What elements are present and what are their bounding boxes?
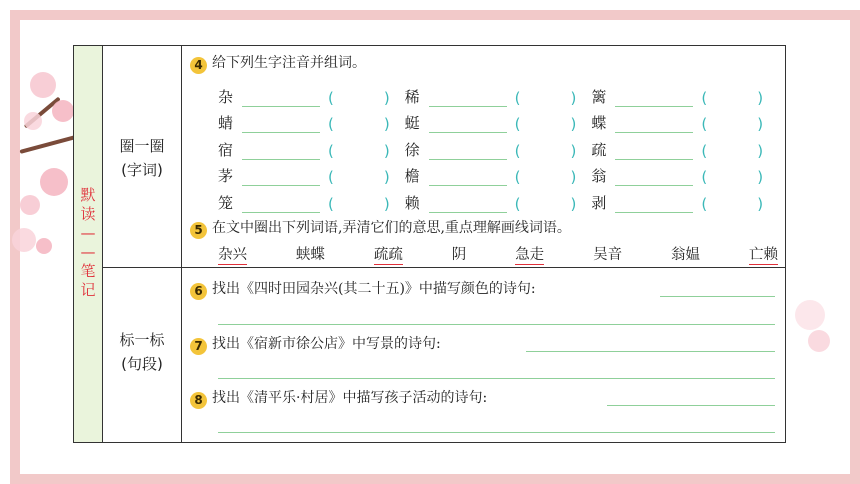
character-cell xyxy=(218,186,405,213)
pinyin-blank[interactable]: ( ) xyxy=(701,141,764,160)
character: 宿 xyxy=(218,140,234,159)
character-cell xyxy=(218,107,405,134)
word-blank[interactable] xyxy=(242,168,320,186)
question-5 xyxy=(190,217,571,239)
question-6-text: 找出《四时田园杂兴(其二十五)》中描写颜色的诗句: xyxy=(212,281,536,297)
word: 阴 xyxy=(451,247,467,263)
answer-line[interactable] xyxy=(607,405,775,406)
underlined-word: 急走 xyxy=(515,243,544,265)
question-number-badge: 8 xyxy=(190,392,207,409)
character-cell xyxy=(405,160,592,187)
answer-line[interactable] xyxy=(660,296,775,297)
question-4-text: 给下列生字注音并组词。 xyxy=(212,55,366,71)
word-blank[interactable] xyxy=(615,115,693,133)
character: 笼 xyxy=(218,193,234,212)
question-number-badge: 7 xyxy=(190,338,207,355)
question-number-badge: 6 xyxy=(190,283,207,300)
answer-line[interactable] xyxy=(218,432,775,433)
character-cell xyxy=(591,133,778,160)
question-6 xyxy=(190,278,536,300)
character: 杂 xyxy=(218,87,234,106)
character: 剥 xyxy=(591,193,607,212)
word-blank[interactable] xyxy=(429,195,507,213)
character-cell xyxy=(591,107,778,134)
character: 蜻 xyxy=(218,114,234,132)
answer-line[interactable] xyxy=(218,378,775,379)
character-cell xyxy=(591,186,778,213)
character: 蜓 xyxy=(404,114,420,132)
word-blank[interactable] xyxy=(615,168,693,186)
character-row xyxy=(218,133,778,160)
word-blank[interactable] xyxy=(242,115,320,133)
character-grid xyxy=(218,80,778,213)
pinyin-blank[interactable]: ( ) xyxy=(514,194,577,213)
word: 蛱蝶 xyxy=(295,247,325,263)
pinyin-blank[interactable]: ( ) xyxy=(328,88,390,107)
word-blank[interactable] xyxy=(615,142,693,160)
character-row xyxy=(218,186,778,213)
question-8-text: 找出《清平乐·村居》中描写孩子活动的诗句: xyxy=(212,390,488,406)
answer-line[interactable] xyxy=(218,324,775,325)
character-row xyxy=(218,107,778,134)
character-cell xyxy=(591,80,778,107)
underlined-word: 杂兴 xyxy=(218,243,247,265)
character: 疏 xyxy=(591,140,607,159)
character: 茅 xyxy=(218,167,234,185)
character-cell xyxy=(591,160,778,187)
question-8 xyxy=(190,387,487,409)
character-cell xyxy=(405,186,592,213)
character-row xyxy=(218,80,778,107)
character-row xyxy=(218,160,778,187)
pinyin-blank[interactable]: ( ) xyxy=(328,115,390,133)
character: 篱 xyxy=(591,87,607,106)
pinyin-blank[interactable]: ( ) xyxy=(701,168,764,186)
character: 赖 xyxy=(404,193,420,212)
question-7 xyxy=(190,333,441,355)
word: 翁媪 xyxy=(671,247,701,263)
pinyin-blank[interactable]: ( ) xyxy=(701,115,764,133)
word-blank[interactable] xyxy=(429,115,507,133)
character: 翁 xyxy=(591,167,607,185)
word-blank[interactable] xyxy=(615,195,693,213)
character: 稀 xyxy=(404,87,420,106)
character-cell xyxy=(405,80,592,107)
character-cell xyxy=(218,133,405,160)
word-blank[interactable] xyxy=(615,89,693,107)
words-content-cell xyxy=(182,46,786,268)
question-number-badge: 5 xyxy=(190,222,207,239)
pinyin-blank[interactable]: ( ) xyxy=(701,194,764,213)
question-number-badge: 4 xyxy=(190,57,207,74)
character: 徐 xyxy=(404,140,420,159)
word-blank[interactable] xyxy=(242,195,320,213)
category-cell-sentences xyxy=(103,268,182,443)
character-cell xyxy=(218,80,405,107)
character: 蝶 xyxy=(591,114,607,132)
pinyin-blank[interactable]: ( ) xyxy=(514,88,577,107)
category-label-sentences: 标一标 (句段) xyxy=(119,331,165,373)
category-label-words: 圈一圈 (字词) xyxy=(119,137,165,179)
word-blank[interactable] xyxy=(429,168,507,186)
character: 檐 xyxy=(404,167,420,185)
word-blank[interactable] xyxy=(429,89,507,107)
character-cell xyxy=(405,107,592,134)
sentences-content-cell xyxy=(182,268,786,443)
pinyin-blank[interactable]: ( ) xyxy=(328,168,390,186)
notes-table xyxy=(73,45,786,443)
word-blank[interactable] xyxy=(429,142,507,160)
section-label: 默 读 — — 笔 记 xyxy=(80,186,96,299)
character-cell xyxy=(405,133,592,160)
pinyin-blank[interactable]: ( ) xyxy=(514,141,577,160)
pinyin-blank[interactable]: ( ) xyxy=(701,88,764,107)
underlined-word: 疏疏 xyxy=(374,243,403,265)
question-4 xyxy=(190,52,366,74)
word-list xyxy=(218,243,778,265)
question-7-text: 找出《宿新市徐公店》中写景的诗句: xyxy=(212,336,441,352)
pinyin-blank[interactable]: ( ) xyxy=(328,141,390,160)
word: 吴音 xyxy=(593,247,623,263)
word-blank[interactable] xyxy=(242,89,320,107)
question-5-text: 在文中圈出下列词语,弄清它们的意思,重点理解画线词语。 xyxy=(212,220,571,236)
character-cell xyxy=(218,160,405,187)
word-blank[interactable] xyxy=(242,142,320,160)
section-side-cell xyxy=(74,46,103,443)
pinyin-blank[interactable]: ( ) xyxy=(328,194,390,213)
underlined-word: 亡赖 xyxy=(749,243,778,265)
pinyin-blank[interactable]: ( ) xyxy=(514,115,577,133)
answer-line[interactable] xyxy=(526,351,775,352)
pinyin-blank[interactable]: ( ) xyxy=(514,168,577,186)
category-cell-words xyxy=(103,46,182,268)
